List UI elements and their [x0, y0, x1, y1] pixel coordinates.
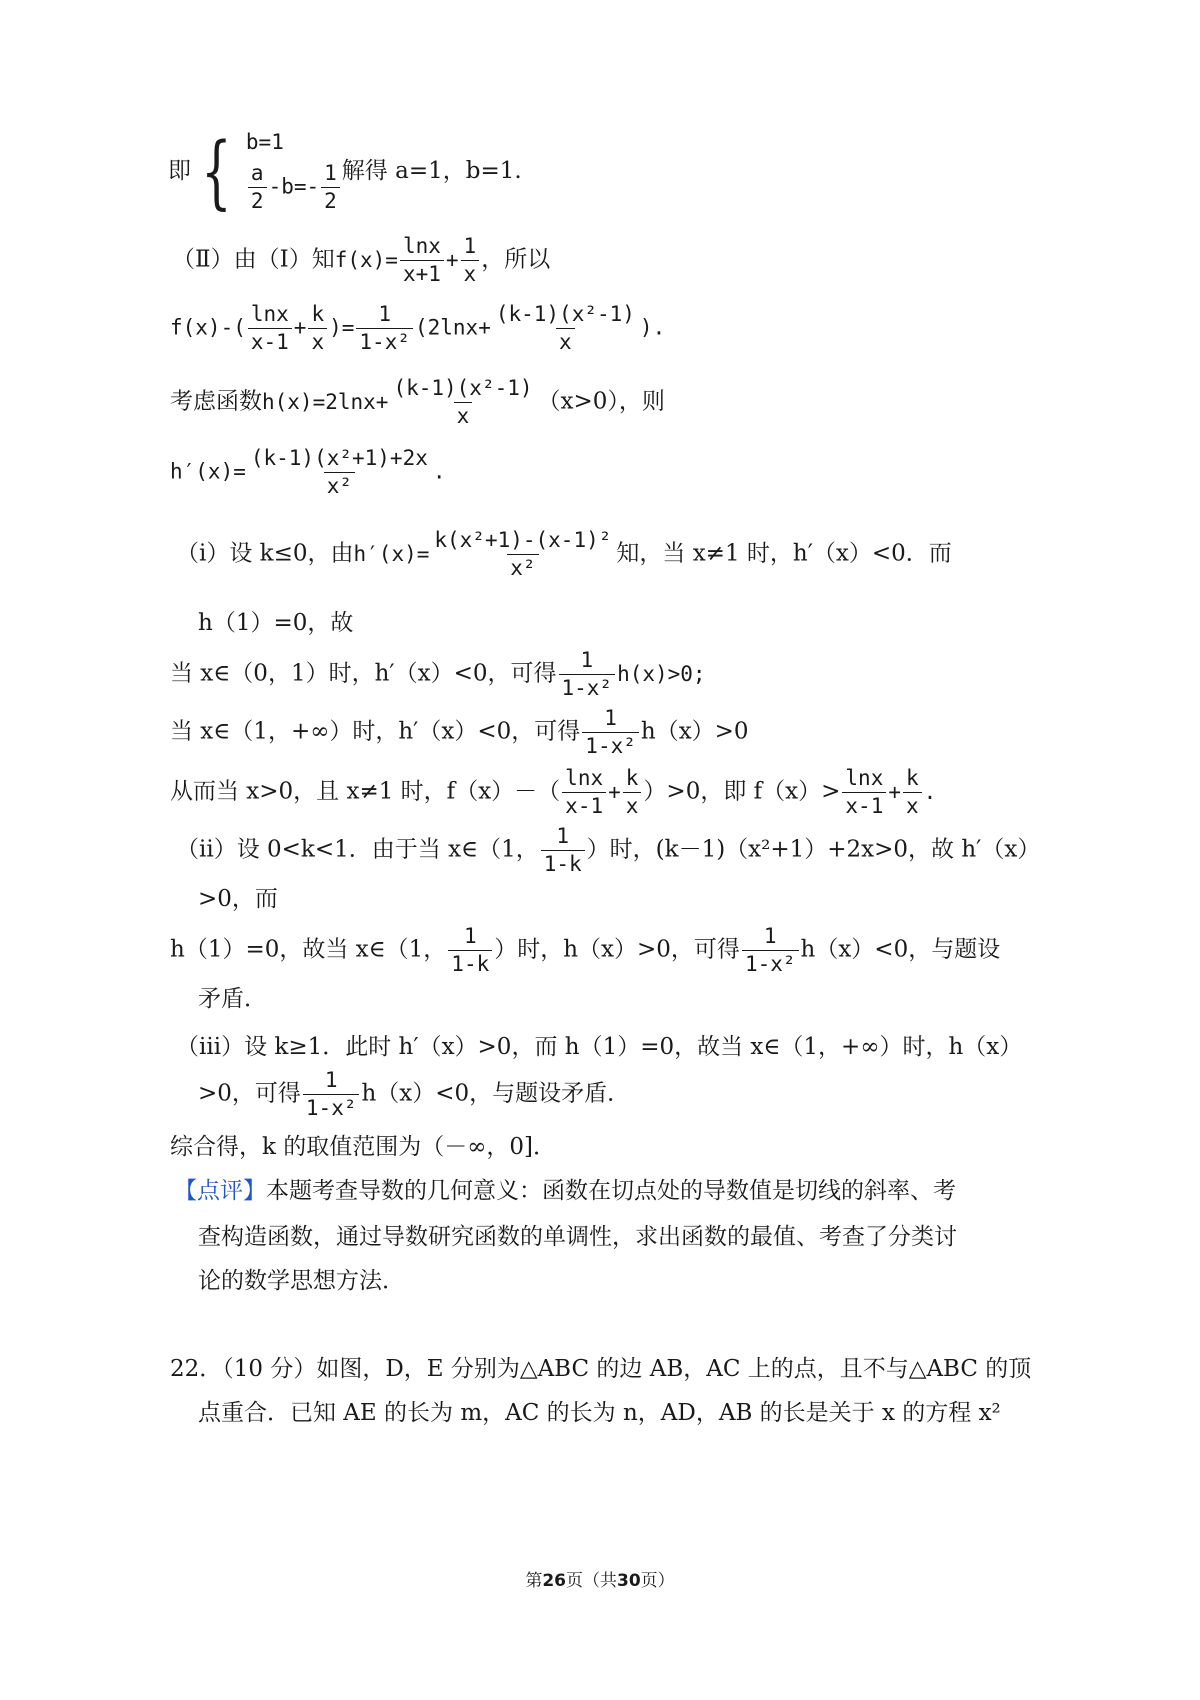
frac-num: (k-1)(x²+1)+2x	[250, 446, 428, 470]
frac-den: x	[461, 260, 480, 285]
line-13	[170, 926, 1000, 975]
line-2	[172, 236, 550, 285]
text: 知，当 x≠1 时，h′（x）<0．而	[616, 540, 952, 567]
math: h′(x)=	[353, 541, 430, 566]
line-21: 22．（10 分）如图，D，E 分别为△ABC 的边 AB，AC 上的点，且不与△ABC 的顶	[170, 1356, 1032, 1382]
text: -b=-	[268, 174, 320, 199]
line-5	[170, 448, 446, 497]
text: h（x）<0，与题设	[800, 936, 1001, 963]
system-row-1: b=1	[245, 130, 284, 154]
math: )=	[329, 315, 355, 340]
line-22: 点重合．已知 AE 的长为 m，AC 的长为 n，AD，AB 的长是关于 x 的方程 x²	[198, 1400, 1001, 1426]
text: ，所以	[481, 246, 551, 273]
equation-system: { b=1 $\frac{a}{2}$ -b=- $\frac{1}{2}$	[191, 132, 342, 212]
footer-text: 页（共	[566, 1571, 617, 1591]
line-10	[170, 768, 936, 817]
math: f(x)-(	[170, 315, 246, 340]
line-8	[170, 650, 706, 699]
line-18	[174, 1180, 956, 1203]
frac-num: a	[250, 161, 264, 185]
text: >0，可得	[198, 1080, 301, 1107]
math: .	[923, 779, 937, 804]
frac-den: 1-x²	[559, 674, 616, 699]
frac-num: lnx	[845, 766, 884, 790]
total-pages: 30	[617, 1571, 641, 1591]
frac-den: x²	[507, 554, 538, 579]
frac-num: k	[906, 766, 919, 790]
frac-den: x	[623, 792, 642, 817]
comment-tag: 【点评】	[174, 1178, 266, 1204]
math: h(x)>0;	[617, 661, 706, 686]
line-14: 矛盾．	[198, 986, 267, 1012]
text: （x>0），则	[537, 388, 665, 415]
frac-den: 2	[321, 187, 340, 212]
frac-num: 1	[463, 234, 477, 258]
frac-num: 1	[556, 824, 570, 848]
text: ）时，h（x）>0，可得	[494, 936, 740, 963]
frac-num: k	[625, 766, 639, 790]
frac-num: 1	[324, 1068, 338, 1092]
line-11	[176, 826, 1040, 875]
line-4	[170, 378, 665, 427]
frac-num: k(x²+1)-(x-1)²	[434, 528, 612, 552]
text: （Ⅱ）由（Ⅰ）知	[172, 246, 335, 273]
frac-den: x+1	[400, 260, 444, 285]
text: （ii）设 0<k<1．由于当 x∈（1，	[176, 836, 539, 863]
line-15: （iii）设 k≥1．此时 h′（x）>0，而 h（1）=0，故当 x∈（1，+∞）时，h（x）	[176, 1034, 1023, 1060]
frac-den: 1-x²	[742, 950, 799, 975]
frac-den: x	[903, 792, 922, 817]
system-row-2	[246, 163, 342, 212]
frac-num: 1	[378, 302, 392, 326]
frac-num: lnx	[565, 766, 604, 790]
frac-num: 1	[580, 648, 594, 672]
footer-text: 页）	[640, 1571, 675, 1591]
line-12: >0，而	[198, 886, 278, 912]
text: h（x）>0	[640, 718, 749, 745]
math: +	[293, 315, 307, 340]
frac-den: 1-x²	[303, 1094, 360, 1119]
math: +	[888, 779, 901, 804]
line-7: h（1）=0，故	[198, 610, 354, 636]
page-footer	[0, 1566, 1200, 1591]
text: ）时，(k－1)（x²+1）+2x>0，故 h′（x）	[586, 836, 1041, 863]
line-3	[170, 304, 665, 353]
math: +	[445, 247, 459, 272]
frac-num: 1	[604, 706, 617, 730]
text: h（x）<0，与题设矛盾．	[361, 1080, 631, 1107]
text: 解得 a=1，b=1.	[341, 158, 522, 184]
text: 从而当 x>0，且 x≠1 时，f（x）－（	[170, 778, 561, 805]
line-system	[168, 125, 522, 218]
text: （i）设 k≤0，由	[176, 540, 354, 567]
text: 当 x∈（1，+∞）时，h′（x）<0，可得	[170, 718, 581, 745]
line-6	[176, 530, 952, 579]
line-17: 综合得，k 的取值范围为（－∞，0]．	[170, 1134, 557, 1160]
frac-num: 1	[763, 924, 777, 948]
frac-den: x-1	[562, 792, 606, 817]
frac-num: (k-1)(x²-1)	[495, 302, 635, 326]
footer-text: 第	[525, 1571, 543, 1591]
frac-num: 1	[463, 924, 477, 948]
line-20: 论的数学思想方法．	[198, 1268, 405, 1294]
text: 即	[168, 158, 191, 184]
line-19: 查构造函数，通过导数研究函数的单调性，求出函数的最值、考查了分类讨	[198, 1224, 957, 1250]
page-number: 26	[542, 1571, 566, 1591]
frac-den: x	[454, 402, 473, 427]
frac-num: lnx	[250, 302, 289, 326]
math: (2lnx+	[414, 315, 491, 340]
text: 本题考查导数的几何意义：函数在切点处的导数值是切线的斜率、考	[266, 1178, 956, 1204]
frac-den: x	[308, 328, 327, 353]
frac-den: x-1	[842, 792, 886, 817]
math: h′(x)=	[170, 459, 246, 484]
frac-den: 2	[248, 187, 267, 212]
frac-den: x	[556, 328, 575, 353]
line-9	[170, 708, 749, 757]
math: +	[608, 779, 621, 804]
frac-num: lnx	[402, 234, 441, 258]
frac-den: 1-x²	[582, 732, 639, 757]
text: ）>0，即 f（x）>	[643, 778, 841, 805]
frac-den: 1-k	[541, 850, 585, 875]
frac-den: x²	[324, 472, 355, 497]
frac-den: 1-k	[448, 950, 492, 975]
text: 考虑函数	[170, 388, 262, 415]
math: f(x)=	[334, 247, 398, 272]
frac-den: 1-x²	[356, 328, 413, 353]
math: .	[432, 459, 446, 484]
frac-num: (k-1)(x²-1)	[393, 376, 533, 400]
math: ).	[639, 315, 666, 340]
frac-den: x-1	[248, 328, 292, 353]
math: h(x)=2lnx+	[262, 389, 389, 414]
frac-num: k	[311, 302, 325, 326]
text: h（1）=0，故当 x∈（1，	[170, 936, 447, 963]
text: 当 x∈（0，1）时，h′（x）<0，可得	[170, 660, 557, 687]
frac-num: 1	[324, 161, 337, 185]
line-16	[198, 1070, 630, 1119]
